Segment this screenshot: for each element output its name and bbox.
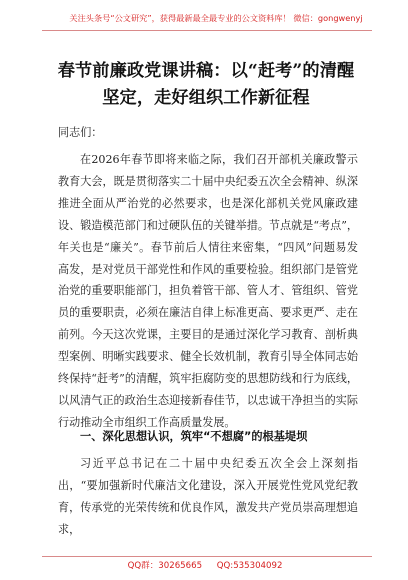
- section-heading-1: 一、深化思想认识，筑牢“不想腐”的根基堤坝: [80, 430, 308, 443]
- footer-divider: [42, 556, 372, 557]
- body-paragraph-2: 习近平总书记在二十届中央纪委五次全会上深刻指出，“要加强新时代廉洁文化建设，深入开展党性党风党纪教育，传承党的光荣传统和优良作风，激发共产党员崇高理想追求，: [58, 457, 358, 536]
- salutation: 同志们：: [58, 126, 103, 139]
- header-divider: [42, 30, 372, 31]
- footer-qq: QQ:535304092: [216, 561, 283, 571]
- footer-qq-group: QQ群：30265665: [127, 561, 203, 571]
- body-paragraph-1: 在2026年春节即将来临之际，我们召开部机关廉政警示教育大会，既是贯彻落实二十届中央纪委五次全会精神、纵深推进全面从严治党的必然要求，也是深化部机关党风廉政建设、锻造模范部门和过硬队伍的关键举措。节点就是“考点”，年关也是“廉关”。春节前后人情往来密集，“四风”问题易发高发，是对党员干部党性和作风的重要检验。组织部门是管党治党的重要职能部门，担负着管干部、管人才、管组织、管党员的重要职责，必须在廉洁自律上标准更高、要求更严、走在前列。今天这次党课，主要目的是通过深化学习教育、剖析典型案例、明晰实践要求、健全长效机制，教育引导全体同志始终保持“赶考”的清醒，筑牢拒腐防变的思想防线和行为底线，以风清气正的政治生态迎接新春佳节，以忠诚干净担当的实际行动推动全市组织工作高质量发展。: [58, 153, 358, 429]
- document-title: 春节前廉政党课讲稿：以“赶考”的清醒坚定，走好组织工作新征程: [57, 61, 355, 108]
- footer-note: [40, 560, 370, 572]
- header-note: 关注头条号“公文研究”，获得最新最全最专业的公文资料库！ 微信：gongwenyj: [69, 13, 363, 23]
